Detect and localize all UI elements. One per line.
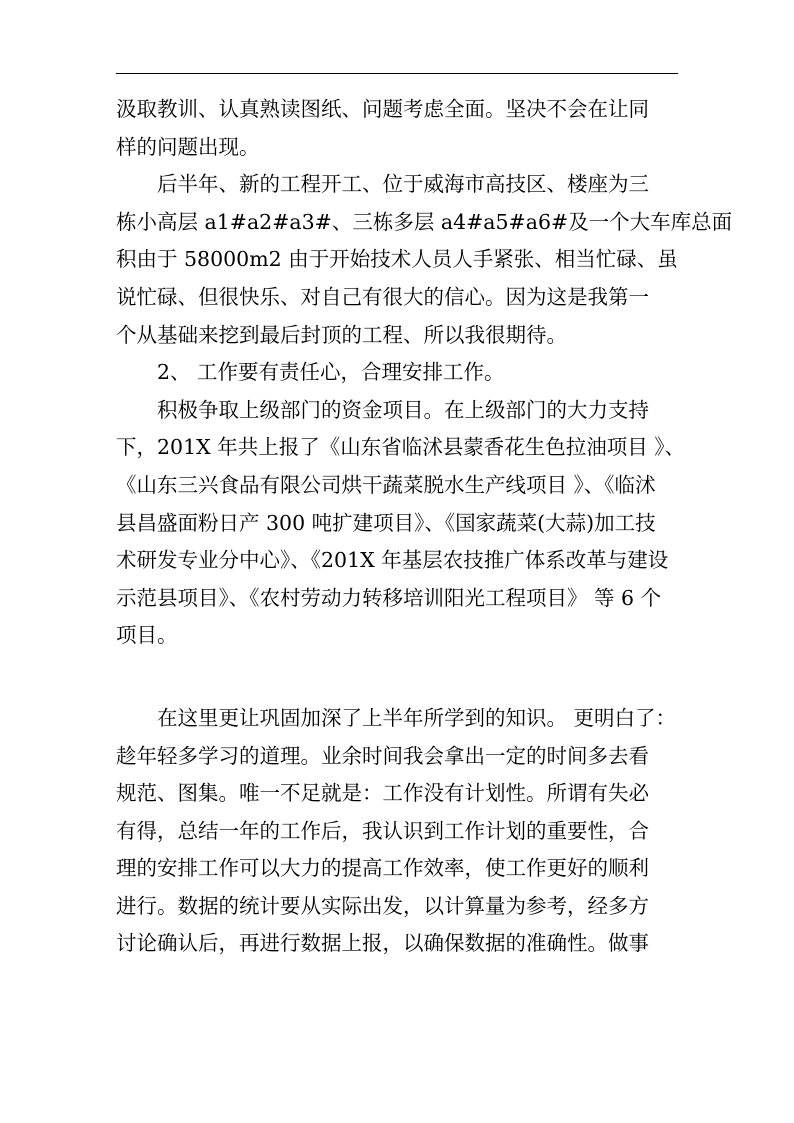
text-line: 讨论确认后，再进行数据上报，以确保数据的准确性。做事	[116, 931, 649, 956]
text-line: 后半年、新的工程开工、位于威海市高技区、楼座为三	[157, 172, 649, 197]
text-line: 栋小高层 a1#a2#a3#、三栋多层 a4#a5#a6#及一个大车库总面	[116, 209, 733, 234]
text-line: 理的安排工作可以大力的提高工作效率，使工作更好的顺利	[116, 856, 649, 881]
text-line: 趁年轻多学习的道理。业余时间我会拿出一定的时间多去看	[116, 743, 649, 768]
text-line: 样的问题出现。	[116, 134, 260, 159]
text-line: 规范、图集。唯一不足就是：工作没有计划性。所谓有失必	[116, 781, 649, 806]
paragraph-gap	[116, 655, 680, 700]
text-line: 示范县项目》、《农村劳动力转移培训阳光工程项目》 等 6 个	[116, 585, 662, 610]
text-line: 术研发专业分中心》、《201X 年基层农技推广体系改革与建设	[116, 548, 669, 573]
text-line: 说忙碌、但很快乐、对自己有很大的信心。因为这是我第一	[116, 284, 649, 309]
text-line: 积极争取上级部门的资金项目。在上级部门的大力支持	[157, 397, 649, 422]
header-rule	[116, 73, 678, 74]
body-text	[116, 91, 733, 963]
text-line: 进行。数据的统计要从实际出发，以计算量为参考，经多方	[116, 893, 649, 918]
text-line: 项目。	[116, 623, 178, 648]
text-line: 在这里更让巩固加深了上半年所学到的知识。 更明白了：	[157, 705, 677, 730]
text-line: 下，201X 年共上报了《山东省临沭县蒙香花生色拉油项目 》、	[116, 435, 686, 460]
text-line: 个从基础来挖到最后封顶的工程、所以我很期待。	[116, 322, 567, 347]
text-line: 《山东三兴食品有限公司烘干蔬菜脱水生产线项目 》、《临沭	[116, 472, 656, 497]
text-line: 汲取教训、认真熟读图纸、问题考虑全面。坚决不会在让同	[116, 97, 649, 121]
text-line: 县昌盛面粉日产 300 吨扩建项目》、《国家蔬菜(大蒜)加工技	[116, 510, 656, 535]
text-line: 有得，总结一年的工作后，我认识到工作计划的重要性，合	[116, 818, 649, 843]
text-line: 积由于 58000m2 由于开始技术人员人手紧张、相当忙碌、虽	[116, 247, 678, 272]
text-line: 2、 工作要有责任心，合理安排工作。	[157, 360, 505, 385]
